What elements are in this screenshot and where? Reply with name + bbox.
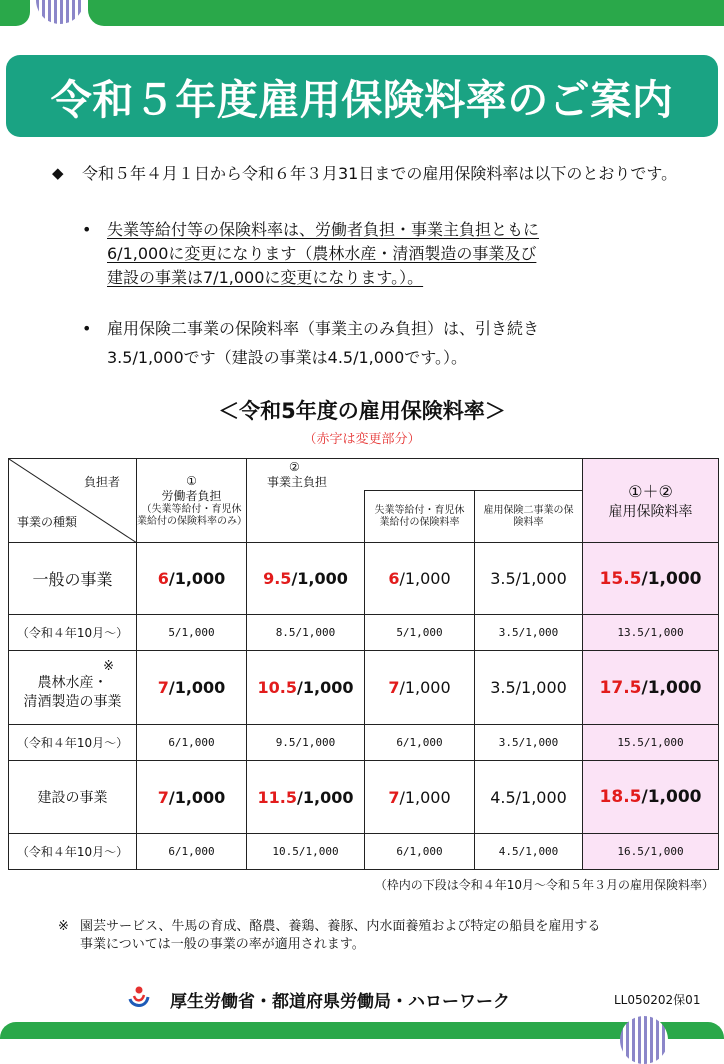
- corner-header-cell: [9, 459, 137, 543]
- prev-total-rate: 13.5/1,000: [583, 615, 719, 651]
- footnote-line1: 園芸サービス、牛馬の育成、酪農、養鶏、養豚、内水面養殖および特定の船員を雇用する: [80, 919, 601, 934]
- prev-total-rate: 15.5/1,000: [583, 725, 719, 761]
- business-type-cell: 一般の事業: [9, 543, 137, 615]
- col1-label: 労働者負担: [161, 488, 222, 503]
- table-row: [9, 651, 719, 725]
- bottom-green-bar: [0, 1022, 724, 1039]
- header-row-top: [9, 459, 719, 491]
- table-row: [9, 761, 719, 834]
- rates-table: [8, 458, 719, 870]
- bullet1-line2: 6/1,000に変更になります（農林水産・清酒製造の事業及び: [107, 244, 537, 263]
- col1-number: ①: [186, 473, 197, 488]
- bullet2-line1: 雇用保険二事業の保険料率（事業主のみ負担）は、引き続き: [107, 319, 540, 338]
- employer-rate-cell: 11.5/1,000: [247, 761, 365, 834]
- total-rate-cell: 17.5/1,000: [583, 651, 719, 725]
- intro-text: 令和５年４月１日から令和６年３月31日までの雇用保険料率は以下のとおりです。: [82, 164, 678, 183]
- previous-period-label: （令和４年10月～）: [9, 725, 137, 761]
- prev-employer-rate: 8.5/1,000: [247, 615, 365, 651]
- intro-paragraph: [52, 162, 692, 185]
- worker-rate-cell: 7/1,000: [137, 651, 247, 725]
- page-title: 令和５年度雇用保険料率のご案内: [50, 75, 674, 124]
- previous-period-label: （令和４年10月～）: [9, 834, 137, 870]
- striped-ball-decoration: [620, 1016, 668, 1064]
- bullet-item-rate-change: [82, 218, 682, 290]
- two-business-header-cell: 雇用保険二事業の保険料率: [475, 491, 583, 543]
- prev-unemployment-rate: 6/1,000: [365, 834, 475, 870]
- bullet-dot-icon: •: [82, 319, 92, 338]
- bullet2-line2: 3.5/1,000です（建設の事業は4.5/1,000です。）。: [107, 348, 468, 367]
- prev-worker-rate: 5/1,000: [137, 615, 247, 651]
- prev-total-rate: 16.5/1,000: [583, 834, 719, 870]
- prev-worker-rate: 6/1,000: [137, 725, 247, 761]
- table-footnote: （枠内の下段は令和４年10月～令和５年３月の雇用保険料率）: [374, 878, 714, 892]
- footnote: [58, 918, 698, 954]
- employer-rate-cell: 10.5/1,000: [247, 651, 365, 725]
- top-green-bar-left: [0, 0, 30, 26]
- footer: [0, 985, 724, 1015]
- bullet-item-two-business: [82, 314, 682, 372]
- footer-code: LL050202保01: [614, 993, 701, 1007]
- total-rate-cell: 15.5/1,000: [583, 543, 719, 615]
- reference-mark: ※: [103, 659, 114, 674]
- footnote-mark: ※: [58, 919, 69, 934]
- bottom-decoration: [0, 1016, 724, 1039]
- corner-top-label: 負担者: [83, 475, 120, 489]
- total-header-cell: [583, 459, 719, 543]
- prev-employer-rate: 9.5/1,000: [247, 725, 365, 761]
- previous-period-label: （令和４年10月～）: [9, 615, 137, 651]
- table-note: （赤字は変更部分）: [303, 432, 421, 447]
- prev-unemployment-rate: 5/1,000: [365, 615, 475, 651]
- corner-bottom-label: 事業の種類: [17, 515, 78, 529]
- worker-rate-cell: 7/1,000: [137, 761, 247, 834]
- table-row-previous: [9, 615, 719, 651]
- table-row-previous: [9, 725, 719, 761]
- top-decoration: [0, 0, 724, 26]
- diamond-bullet-icon: ◆: [52, 164, 64, 182]
- col1-sub: （失業等給付・育児休業給付の保険料率のみ）: [137, 503, 247, 527]
- footer-organization: 厚生労働省・都道府県労働局・ハローワーク: [170, 992, 510, 1012]
- col2-number: ②: [289, 459, 300, 474]
- ministry-logo-icon: [126, 985, 152, 1011]
- prev-two-business-rate: 3.5/1,000: [475, 725, 583, 761]
- two-business-rate-cell: 3.5/1,000: [475, 543, 583, 615]
- bullet1-line1: 失業等給付等の保険料率は、労働者負担・事業主負担ともに: [107, 220, 540, 239]
- prev-two-business-rate: 4.5/1,000: [475, 834, 583, 870]
- unemployment-rate-cell: 6/1,000: [365, 543, 475, 615]
- business-type-cell: ※ 農林水産・ 清酒製造の事業: [9, 651, 137, 725]
- worker-rate-cell: 6/1,000: [137, 543, 247, 615]
- unemployment-rate-cell: 7/1,000: [365, 761, 475, 834]
- prev-unemployment-rate: 6/1,000: [365, 725, 475, 761]
- employer-header-cell: [247, 459, 583, 491]
- employer-rate-cell: 9.5/1,000: [247, 543, 365, 615]
- col3-number: ①＋②: [628, 482, 673, 501]
- bullet1-line3: 建設の事業は7/1,000に変更になります。）。: [107, 268, 424, 287]
- unemployment-rate-cell: 7/1,000: [365, 651, 475, 725]
- col3-label: 雇用保険料率: [608, 504, 693, 520]
- prev-worker-rate: 6/1,000: [137, 834, 247, 870]
- footnote-line2: 事業については一般の事業の率が適用されます。: [80, 937, 365, 952]
- prev-employer-rate: 10.5/1,000: [247, 834, 365, 870]
- table-row: [9, 543, 719, 615]
- bullet-list: [82, 218, 682, 372]
- table-row-previous: [9, 834, 719, 870]
- unemployment-header-cell: 失業等給付・育児休業給付の保険料率: [365, 491, 475, 543]
- bullet-dot-icon: •: [82, 220, 92, 239]
- diagonal-line: [9, 459, 137, 543]
- col2-label: 事業主負担: [267, 474, 328, 489]
- two-business-rate-cell: 4.5/1,000: [475, 761, 583, 834]
- business-type-cell: 建設の事業: [9, 761, 137, 834]
- total-rate-cell: 18.5/1,000: [583, 761, 719, 834]
- employer-spacer-cell: [247, 491, 365, 543]
- top-green-bar-right: [88, 0, 724, 26]
- prev-two-business-rate: 3.5/1,000: [475, 615, 583, 651]
- worker-header-cell: [137, 459, 247, 543]
- title-banner: [6, 55, 718, 137]
- table-title: ＜令和5年度の雇用保険料率＞: [218, 399, 506, 423]
- striped-ball-decoration: [36, 0, 84, 24]
- two-business-rate-cell: 3.5/1,000: [475, 651, 583, 725]
